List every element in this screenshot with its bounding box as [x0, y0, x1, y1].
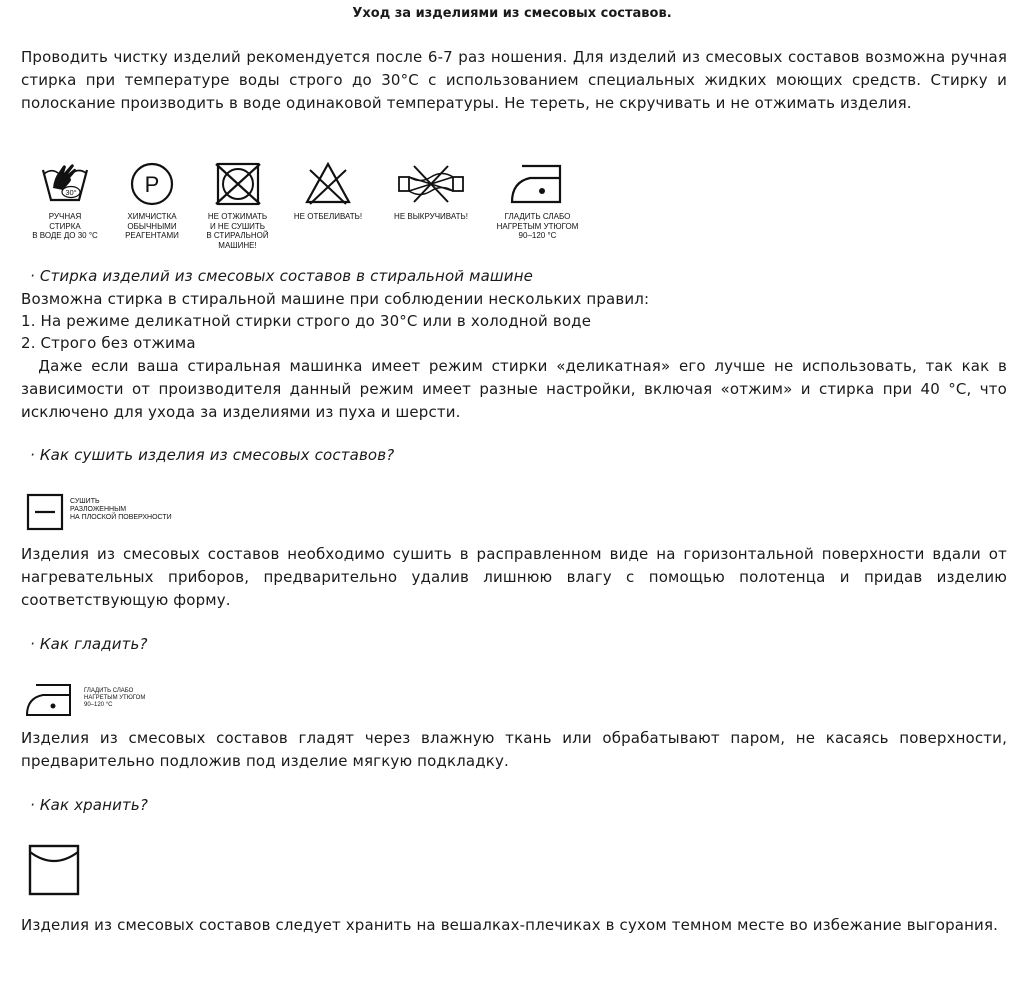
machine-lead: Возможна стирка в стиральной машине при соблюдении нескольких правил: [21, 290, 650, 308]
machine-rule-1: 1. На режиме деликатной стирки строго до 30°С или в холодной воде [21, 312, 592, 330]
care-icon-no-bleach [288, 160, 368, 222]
care-icon-no-wring [386, 160, 476, 222]
svg-text:P: P [144, 172, 160, 197]
section-heading-ironing: · Как гладить? [30, 635, 148, 653]
iron-label: ГЛАДИТЬ СЛАБО НАГРЕТЫМ УТЮГОМ 90–120 °С [84, 688, 146, 708]
care-label: НЕ ОТЖИМАТЬ И НЕ СУШИТЬ В СТИРАЛЬНОЙ МАШИНЕ! [206, 212, 269, 250]
machine-note: Даже если ваша стиральная машинка имеет режим стирки «деликатная» его лучше не использовать, так как в зависимости от производителя данный режим имеет разные настройки, включая «отжим» и стирка при 40 °С, что исключено для ухода за изделиями из пуха и шерсти. [21, 357, 1012, 421]
care-icon-no-tumble [200, 160, 275, 250]
section-heading-drying: · Как сушить изделия из смесовых составов? [30, 446, 395, 464]
no-tumble-dry-icon [212, 160, 264, 206]
ironing-text: Изделия из смесовых составов гладят через влажную ткань или обрабатывают паром, не касаясь поверхности, предварительно подложив под изделие мягкую подкладку. [21, 729, 1007, 770]
dry-clean-p-icon [129, 160, 175, 206]
care-icon-iron [490, 160, 585, 241]
page-title: Уход за изделиями из смесовых составов. [352, 6, 672, 21]
no-bleach-icon [304, 160, 352, 206]
iron-low-icon [508, 160, 568, 206]
care-label: НЕ ВЫКРУЧИВАТЬ! [394, 212, 468, 221]
hand-wash-30-icon [41, 160, 89, 206]
section-heading-machine: · Стирка изделий из смесовых составов в стиральной машине [30, 267, 534, 285]
care-label: РУЧНАЯ СТИРКА В ВОДЕ ДО 30 °С [32, 212, 98, 240]
line-dry-hanger-icon [28, 844, 80, 896]
care-icons-row [30, 160, 610, 260]
iron-low-icon [24, 682, 76, 718]
intro-paragraph: Проводить чистку изделий рекомендуется после 6-7 раз ношения. Для изделий из смесовых составов возможна ручная стирка при температуре воды строго до 30°С с использованием специальных жидких моющих средств. Стирку и полоскание производить в воде одинаковой температуры. Не тереть, не скручивать и не отжимать изделия. [21, 48, 1007, 112]
care-label: НЕ ОТБЕЛИВАТЬ! [293, 212, 363, 221]
machine-rule-2: 2. Строго без отжима [21, 334, 196, 352]
care-icon-dry-clean [112, 160, 192, 241]
svg-text:30°: 30° [65, 188, 77, 197]
care-label: ГЛАДИТЬ СЛАБО НАГРЕТЫМ УТЮГОМ 90–120 °С [496, 212, 579, 240]
drying-text: Изделия из смесовых составов необходимо сушить в расправленном виде на горизонтальной поверхности вдали от нагревательных приборов, предварительно удалив лишнюю влагу с помощью полотенца и придав изделию соответствующую форму. [21, 545, 1007, 609]
dry-flat-label: СУШИТЬ РАЗЛОЖЕННЫМ НА ПЛОСКОЙ ПОВЕРХНОСТИ [70, 498, 172, 521]
section-heading-storage: · Как хранить? [30, 796, 148, 814]
no-wring-icon [396, 160, 466, 206]
care-icon-hand-wash [30, 160, 100, 241]
care-label: ХИМЧИСТКА ОБЫЧНЫМИ РЕАГЕНТАМИ [125, 212, 179, 240]
storage-text: Изделия из смесовых составов следует хранить на вешалках-плечиках в сухом темном месте во избежание выгорания. [21, 916, 999, 934]
dry-flat-icon [26, 493, 64, 531]
